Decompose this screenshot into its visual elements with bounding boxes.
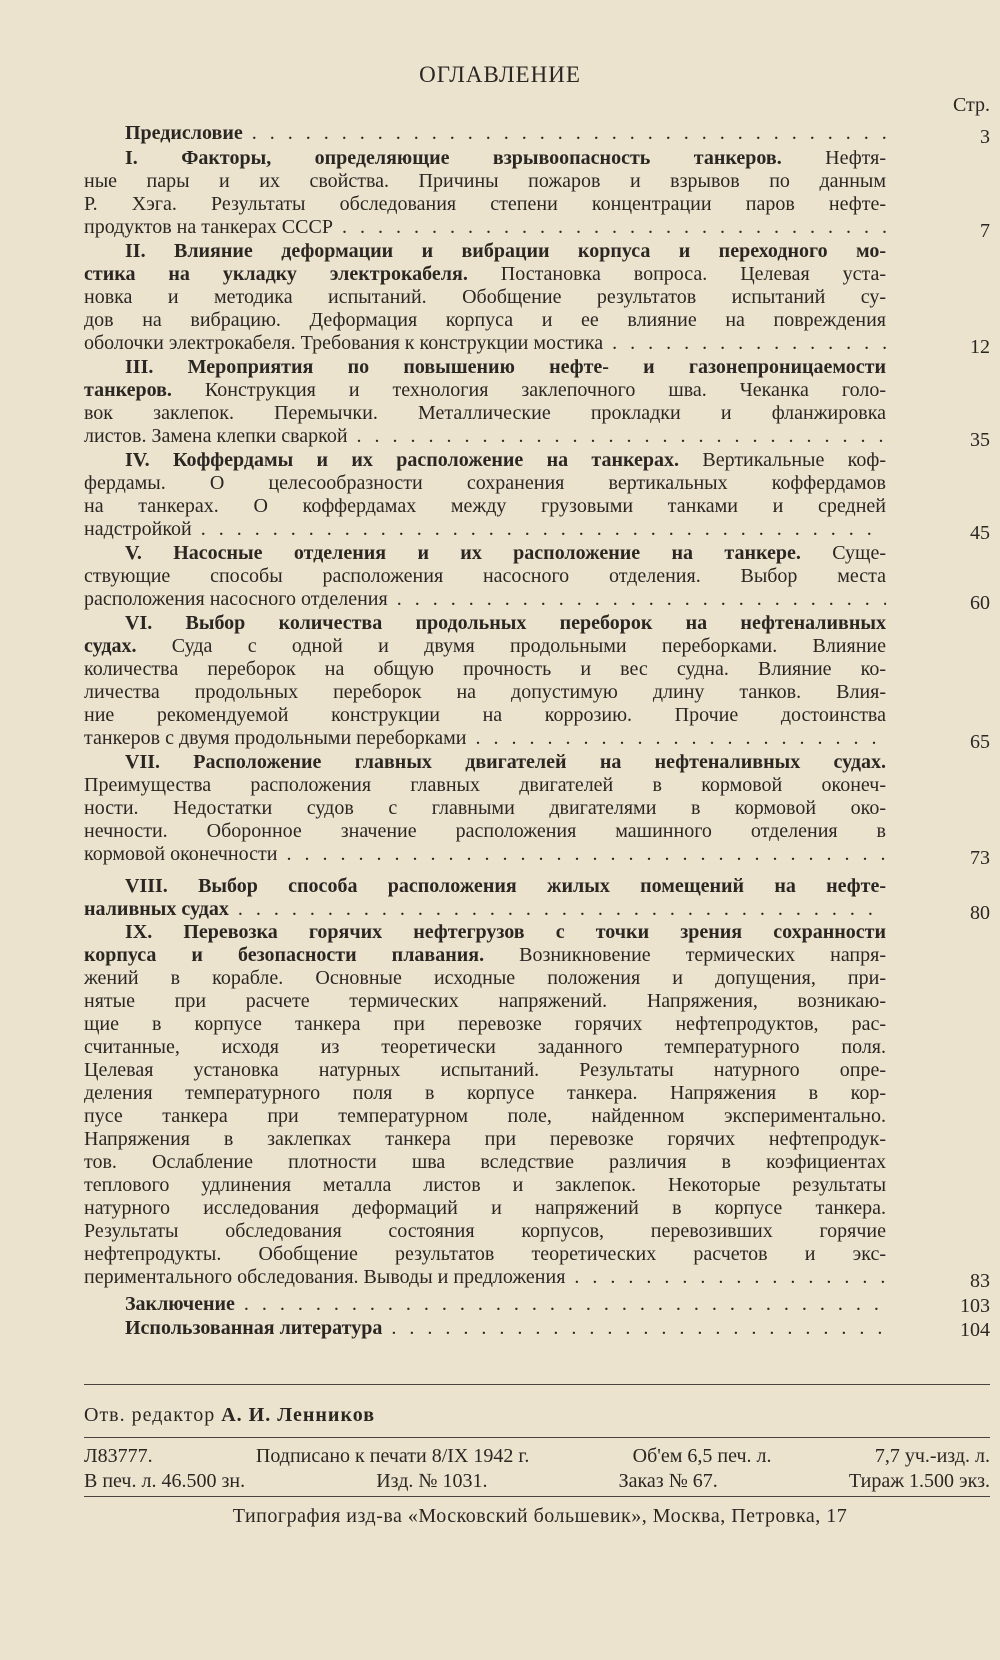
toc-line-text: танкеров с двумя продольными переборками: [84, 727, 467, 749]
toc-entry-preface[interactable]: [125, 122, 886, 145]
toc-ch9-line-5: щие в корпусе танкера при перевозке горячих нефтепродуктов, рас-: [84, 1013, 886, 1035]
toc-page-number: 3: [980, 126, 990, 148]
toc-chapter-title: стика на укладку электрокабеля.: [84, 263, 468, 285]
toc-ch7-line-2: Преимущества расположения главных двигателей в кормовой оконеч-: [84, 774, 886, 796]
toc-page-number: 83: [970, 1270, 990, 1292]
toc-ch3-line-3: вок заклепок. Перемычки. Металлические прокладки и фланжировка: [84, 402, 886, 424]
toc-line-text: Возникновение термических напря-: [484, 944, 886, 966]
toc-ch6-line-2: [84, 635, 886, 658]
toc-ch2-line-1[interactable]: [125, 240, 886, 263]
toc-chapter-title: III. Мероприятия по повышению нефте- и газонепроницаемости: [125, 356, 886, 378]
toc-ch9-line-10: Напряжения в заклепках танкера при перевозке горячих нефтепродук-: [84, 1128, 886, 1150]
toc-ch4-line-2: фердамы. О целесообразности сохранения вертикальных коффердамов: [84, 472, 886, 494]
toc-ch9-line-3: жений в корабле. Основные исходные положения и допущения, при-: [84, 967, 886, 989]
toc-chapter-title: танкеров.: [84, 379, 172, 401]
toc-line-text: Суда с одной и двумя продольными переборками. Влияние: [136, 635, 886, 657]
toc-ch9-line-16: [84, 1266, 886, 1289]
imprint-signed-date: Подписано к печати 8/IX 1942 г.: [255, 1445, 530, 1467]
toc-ch9-line-7: Целевая установка натурных испытаний. Результаты натурного опре-: [84, 1059, 886, 1081]
toc-ch5-line-2: ствующие способы расположения насосного отделения. Выбор места: [84, 565, 886, 587]
toc-chapter-title: I. Факторы, определяющие взрывоопасность танкеров.: [125, 147, 782, 169]
toc-ch6-line-5: ние рекомендуемой конструкции на коррозию. Прочие достоинства: [84, 704, 886, 726]
toc-line-text: продуктов на танкерах СССР: [84, 216, 333, 238]
page-title: ОГЛАВЛЕНИЕ: [419, 62, 581, 87]
imprint-characters: В печ. л. 46.500 зн.: [84, 1470, 246, 1492]
toc-page-number: 80: [970, 902, 990, 924]
toc-ch9-line-8: деления температурного поля в корпусе танкера. Напряжения в кор-: [84, 1082, 886, 1104]
toc-line-text: листов. Замена клепки сваркой: [84, 425, 348, 447]
toc-chapter-title: IV. Коффердамы и их расположение на танкерах.: [125, 449, 680, 471]
toc-ch4-line-4: [84, 518, 886, 541]
imprint-code: Л83777.: [84, 1445, 153, 1467]
toc-ch2-line-3: новка и методика испытаний. Обобщение результатов испытаний су-: [84, 286, 886, 308]
toc-ch7-line-1[interactable]: [125, 751, 886, 774]
toc-chapter-title: V. Насосные отделения и их расположение на танкере.: [125, 542, 801, 564]
page-column-label: Стр.: [952, 94, 990, 116]
toc-ch7-line-5: [84, 843, 886, 866]
toc-ch1-line-3: Р. Хэга. Результаты обследования степени концентрации паров нефте-: [84, 193, 886, 215]
toc-page-number: 60: [970, 592, 990, 614]
toc-ch2-line-4: дов на вибрацию. Деформация корпуса и ее влияние на повреждения: [84, 309, 886, 331]
toc-chapter-title: VI. Выбор количества продольных переборок на нефтеналивных: [125, 612, 886, 634]
toc-ch4-line-3: на танкерах. О коффердамах между грузовыми танками и средней: [84, 495, 886, 517]
editor-prefix: Отв. редактор: [84, 1404, 216, 1426]
toc-label: Использованная литература: [125, 1317, 383, 1339]
imprint-row-2: [84, 1470, 990, 1493]
toc-label: Заключение: [125, 1293, 235, 1315]
toc-ch9-line-6: считанные, исходя из теоретически заданного температурного поля.: [84, 1036, 886, 1058]
imprint-print-run: Тираж 1.500 экз.: [848, 1470, 990, 1492]
imprint-volume: Об'ем 6,5 печ. л.: [632, 1445, 772, 1467]
toc-line-text: Конструкция и технология заклепочного шва. Чеканка голо-: [171, 379, 886, 401]
toc-page-number: 104: [960, 1319, 990, 1341]
toc-line-text: надстройкой: [84, 518, 192, 540]
toc-entry-literature[interactable]: [125, 1317, 886, 1340]
toc-ch9-line-12: теплового удлинения металла листов и заклепок. Некоторые результаты: [84, 1174, 886, 1196]
toc-line-text: расположения насосного отделения: [84, 588, 388, 610]
toc-ch7-line-4: нечности. Оборонное значение расположения машинного отделения в: [84, 820, 886, 842]
toc-ch1-line-1[interactable]: [125, 147, 886, 170]
imprint-order-number: Заказ № 67.: [618, 1470, 718, 1492]
toc-ch6-line-4: личества продольных переборок на допустимую длину танков. Влия-: [84, 681, 886, 703]
editor-credit: [84, 1404, 375, 1427]
toc-entry-conclusion[interactable]: [125, 1293, 886, 1316]
toc-chapter-title: наливных судах: [84, 898, 229, 920]
toc-line-text: Нефтя-: [781, 147, 886, 169]
toc-line-text: Постановка вопроса. Целевая уста-: [467, 263, 886, 285]
toc-chapter-title: II. Влияние деформации и вибрации корпуса и переходного мо-: [125, 240, 886, 262]
toc-chapter-title: судах.: [84, 635, 137, 657]
toc-ch2-line-2: [84, 263, 886, 286]
toc-page-number: 35: [970, 429, 990, 451]
toc-ch3-line-4: [84, 425, 886, 448]
imprint-publisher-sheets: 7,7 уч.-изд. л.: [874, 1445, 990, 1467]
toc-ch5-line-1[interactable]: [125, 542, 886, 565]
toc-ch9-line-4: нятые при расчете термических напряжений. Напряжения, возникаю-: [84, 990, 886, 1012]
toc-page-number: 103: [960, 1295, 990, 1317]
imprint-edition-number: Изд. № 1031.: [376, 1470, 488, 1492]
toc-ch9-line-13: натурного исследования деформаций и напряжений в корпусе танкера.: [84, 1197, 886, 1219]
toc-ch3-line-2: [84, 379, 886, 402]
toc-page-number: 7: [980, 220, 990, 242]
toc-ch9-line-14: Результаты обследования состояния корпусов, перевозивших горячие: [84, 1220, 886, 1242]
toc-line-text: оболочки электрокабеля. Требования к конструкции мостика: [84, 332, 604, 354]
toc-ch9-line-2: [84, 944, 886, 967]
toc-page-number: 65: [970, 731, 990, 753]
toc-page-number: 12: [970, 336, 990, 358]
toc-ch4-line-1[interactable]: [125, 449, 886, 472]
toc-line-text: периментального обследования. Выводы и предложения: [84, 1266, 566, 1288]
toc-page-number: 73: [970, 847, 990, 869]
divider: [84, 1437, 990, 1438]
printer-line: Типография изд-ва «Московский большевик», Москва, Петровка, 17: [232, 1505, 848, 1527]
toc-ch9-line-15: нефтепродукты. Обобщение результатов теоретических расчетов и экс-: [84, 1243, 886, 1265]
toc-ch1-line-4: [84, 216, 886, 239]
toc-ch3-line-1[interactable]: [125, 356, 886, 379]
divider: [84, 1384, 990, 1385]
toc-chapter-title: VII. Расположение главных двигателей на нефтеналивных судах.: [125, 751, 886, 773]
toc-ch6-line-1[interactable]: [125, 612, 886, 635]
toc-label: Предисловие: [125, 122, 243, 144]
toc-ch7-line-3: ности. Недостатки судов с главными двигателями в кормовой око-: [84, 797, 886, 819]
toc-chapter-title: VIII. Выбор способа расположения жилых помещений на нефте-: [125, 875, 886, 897]
toc-ch5-line-3: [84, 588, 886, 611]
toc-ch8-line-2: [84, 898, 886, 921]
imprint-row-1: [84, 1445, 990, 1468]
toc-ch9-line-9: пусе танкера при температурном поле, найденном экспериментально.: [84, 1105, 886, 1127]
toc-ch6-line-6: [84, 727, 886, 750]
divider: [84, 1496, 990, 1497]
toc-line-text: кормовой оконечности: [84, 843, 278, 865]
toc-page-number: 45: [970, 522, 990, 544]
toc-line-text: Вертикальные коф-: [679, 449, 886, 471]
toc-ch6-line-3: количества переборок на общую прочность и вес судна. Влияние ко-: [84, 658, 886, 680]
toc-ch1-line-2: ные пары и их свойства. Причины пожаров и взрывов по данным: [84, 170, 886, 192]
toc-chapter-title: корпуса и безопасности плавания.: [84, 944, 485, 966]
toc-chapter-title: IX. Перевозка горячих нефтегрузов с точки зрения сохранности: [125, 921, 886, 943]
editor-name: А. И. Ленников: [221, 1404, 376, 1426]
toc-ch9-line-11: тов. Ослабление плотности шва вследствие различия в коэфициентах: [84, 1151, 886, 1173]
toc-ch9-line-1[interactable]: [125, 921, 886, 944]
toc-ch8-line-1[interactable]: [125, 875, 886, 898]
toc-line-text: Суще-: [800, 542, 886, 564]
toc-ch2-line-5: [84, 332, 886, 355]
